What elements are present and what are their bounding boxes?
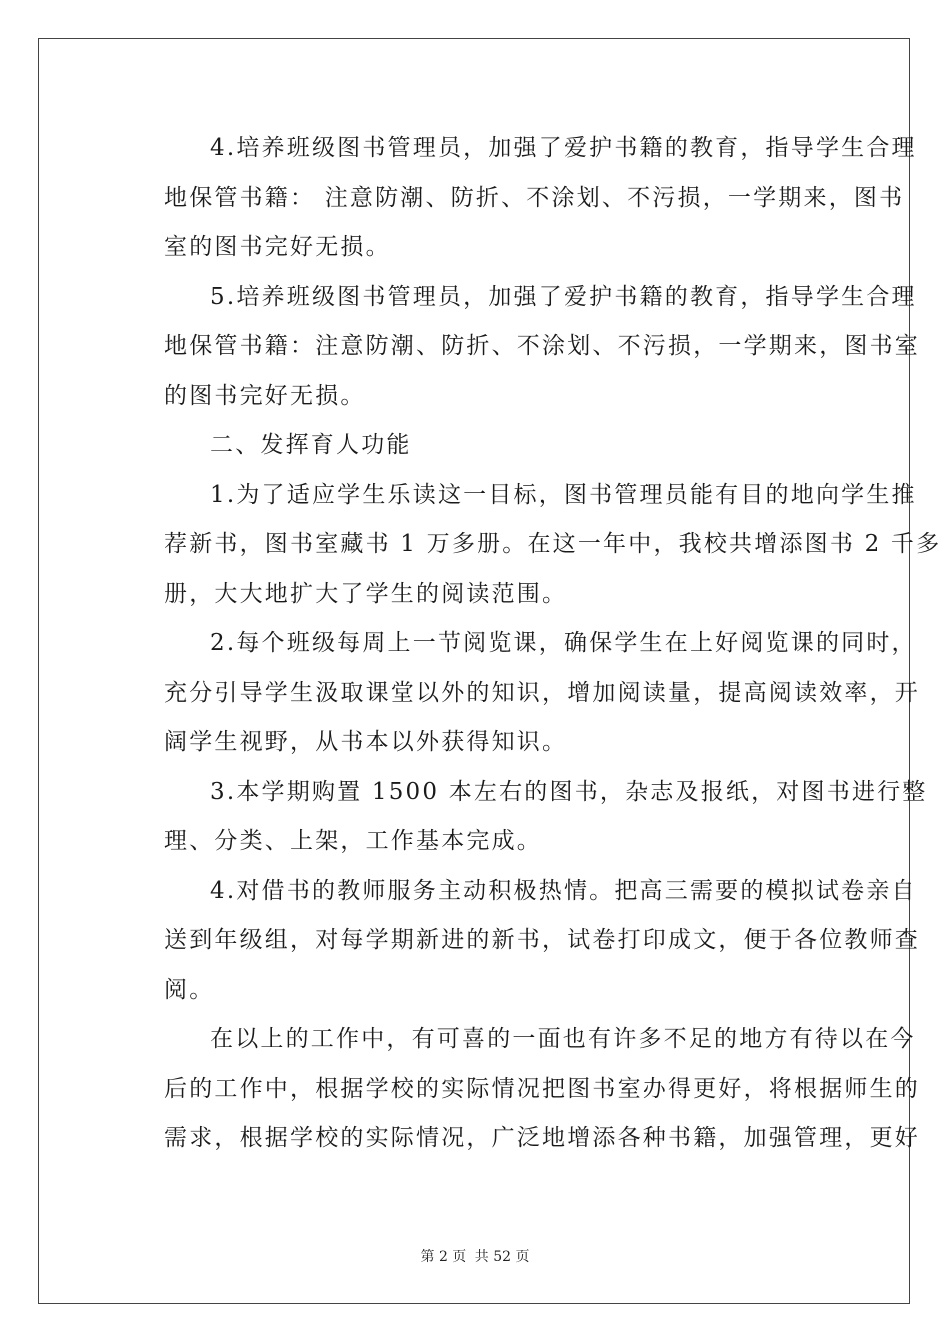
paragraph-summary [118,1015,920,1164]
paragraph-item-2-class [118,619,920,768]
paragraph-item-3-purchase [118,768,928,867]
paragraph-item-4-service [118,867,920,1016]
paragraph-item-5-care [118,273,920,422]
text-line: 1.为了适应学生乐读这一目标，图书管理员能有目的地向学生推 [210,481,917,508]
text-line: 4.对借书的教师服务主动积极热情。把高三需要的模拟试卷亲自 [210,877,917,904]
page-number: 第 2 页 [420,1249,467,1265]
text-line: 4.培养班级图书管理员，加强了爱护书籍的教育，指导学生合理 [210,135,917,161]
paragraph-item-4-care [118,124,917,273]
text-line: 2.每个班级每周上一节阅览课，确保学生在上好阅览课的同时， [210,630,917,656]
text-line: 理、分类、上架，工作基本完成。 [164,828,542,854]
text-line: 室的图书完好无损。 [164,234,391,260]
section-heading [118,421,832,471]
text-line: 需求，根据学校的实际情况，广泛地增添各种书籍，加强管理，更好 [164,1125,920,1151]
text-line: 3.本学期购置 1500 本左右的图书，杂志及报纸，对图书进行整 [210,778,928,805]
text-line: 在以上的工作中，有可喜的一面也有许多不足的地方有待以在今 [210,1026,916,1052]
text-line: 地保管书籍： 注意防潮、防折、不涂划、不污损，一学期来，图书 [164,184,905,211]
text-line: 送到年级组，对每学期新进的新书，试卷打印成文，便于各位教师查 [164,927,920,953]
text-line: 后的工作中，根据学校的实际情况把图书室办得更好，将根据师生的 [164,1075,920,1102]
text-line: 荐新书，图书室藏书 1 万多册。在这一年中，我校共增添图书 2 千多 [164,531,942,557]
text-line: 阔学生视野，从书本以外获得知识。 [164,729,568,755]
heading-text: 二、发挥育人功能 [210,432,412,458]
text-line: 册，大大地扩大了学生的阅读范围。 [164,580,568,607]
document-body [118,124,942,1164]
paragraph-item-1-reading [118,471,942,620]
text-line: 阅。 [164,976,215,1003]
text-line: 充分引导学生汲取课堂以外的知识，增加阅读量，提高阅读效率，开 [164,679,920,706]
text-line: 的图书完好无损。 [164,382,366,409]
text-line: 地保管书籍：注意防潮、防折、不涂划、不污损，一学期来，图书室 [164,333,920,359]
page-footer [0,1246,950,1266]
text-line: 5.培养班级图书管理员，加强了爱护书籍的教育，指导学生合理 [210,283,917,310]
page-total: 共 52 页 [474,1249,530,1265]
